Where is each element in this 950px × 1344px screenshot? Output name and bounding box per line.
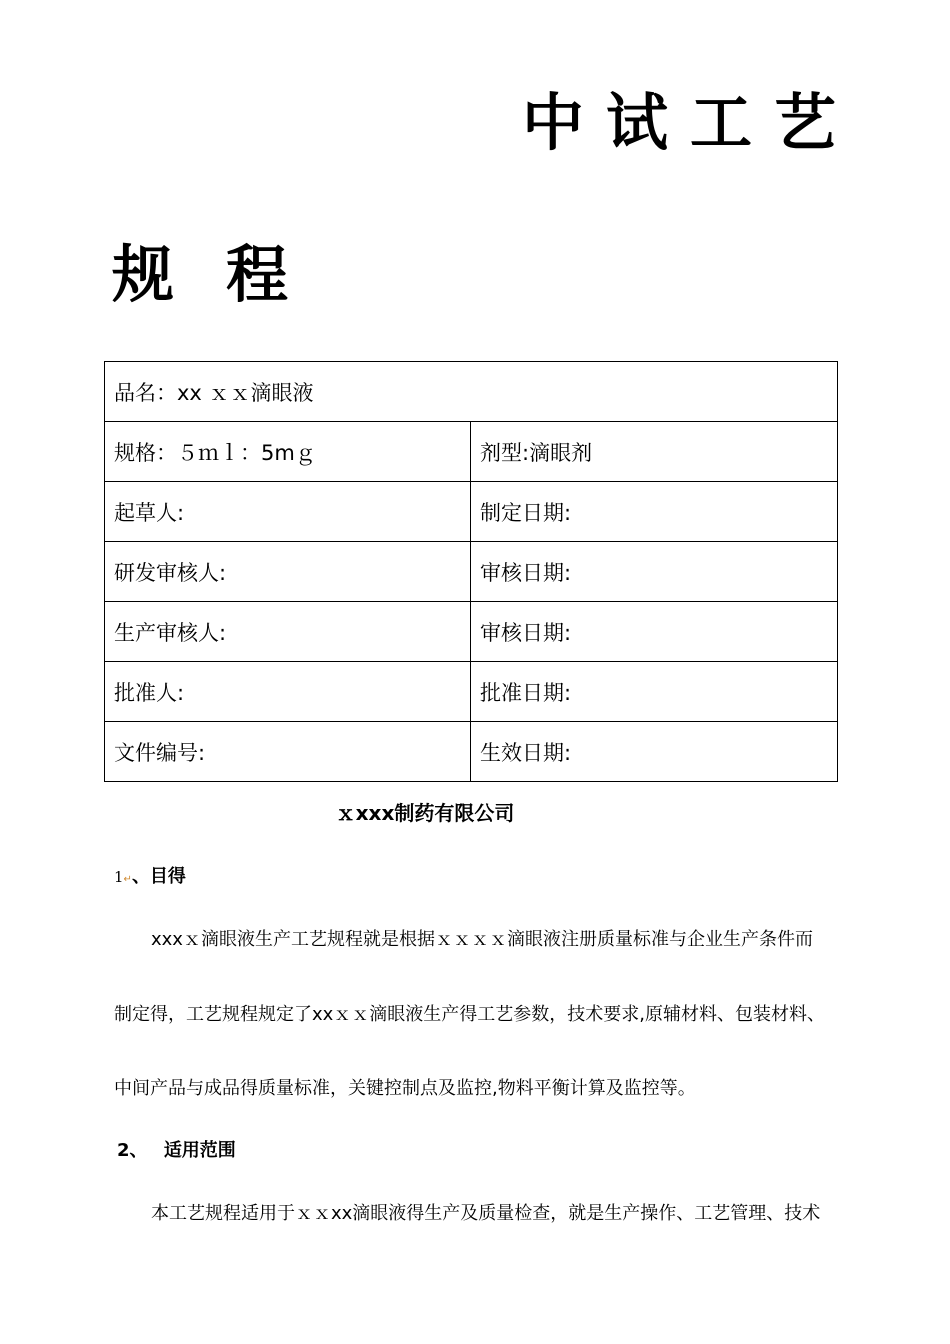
rd-reviewer-cell: 研发审核人:	[105, 542, 471, 602]
paragraph-line: xxxｘ滴眼液生产工艺规程就是根据ｘｘｘｘ滴眼液注册质量标准与企业生产条件而	[151, 929, 813, 950]
spec-cell: 规格：５ｍｌ：5mｇ	[105, 422, 471, 482]
approve-date-cell: 批准日期:	[471, 662, 838, 722]
paragraph-line: 本工艺规程适用于ｘｘxx滴眼液得生产及质量检查，就是生产操作、工艺管理、技术	[151, 1203, 821, 1224]
section-title: 、目得	[131, 866, 186, 887]
table-row	[105, 362, 838, 422]
production-reviewer-cell: 生产审核人:	[105, 602, 471, 662]
review-date-cell: 审核日期:	[471, 542, 838, 602]
approver-cell: 批准人:	[105, 662, 471, 722]
table-row	[105, 602, 838, 662]
section-title: 适用范围	[163, 1140, 236, 1161]
table-row	[105, 542, 838, 602]
company-name: ｘxxx制药有限公司	[335, 801, 515, 825]
dosage-form-cell: 剂型:滴眼剂	[471, 422, 838, 482]
document-title-line-1: 中试工艺	[521, 86, 858, 159]
review-date-cell: 审核日期:	[471, 602, 838, 662]
table-row	[105, 662, 838, 722]
section-number: 1	[114, 868, 124, 886]
document-info-table	[104, 361, 838, 782]
drafter-cell: 起草人:	[105, 482, 471, 542]
table-row	[105, 422, 838, 482]
section-heading-purpose	[114, 862, 186, 888]
section-number: 2、	[117, 1140, 148, 1161]
paragraph-line: 制定得，工艺规程规定了xxｘｘ滴眼液生产得工艺参数，技术要求,原辅材料、包装材料、	[114, 1004, 826, 1025]
section-heading-scope	[117, 1136, 236, 1162]
effective-date-cell: 生效日期:	[471, 722, 838, 782]
document-title-line-2: 规程	[112, 238, 341, 311]
paragraph-mark-icon: ↵	[123, 874, 132, 885]
table-row	[105, 482, 838, 542]
paragraph-line: 中间产品与成品得质量标准，关键控制点及监控,物料平衡计算及监控等。	[114, 1078, 696, 1099]
table-row	[105, 722, 838, 782]
document-number-cell: 文件编号:	[105, 722, 471, 782]
draft-date-cell: 制定日期:	[471, 482, 838, 542]
product-name-cell: 品名：xx ｘｘ滴眼液	[105, 362, 838, 422]
